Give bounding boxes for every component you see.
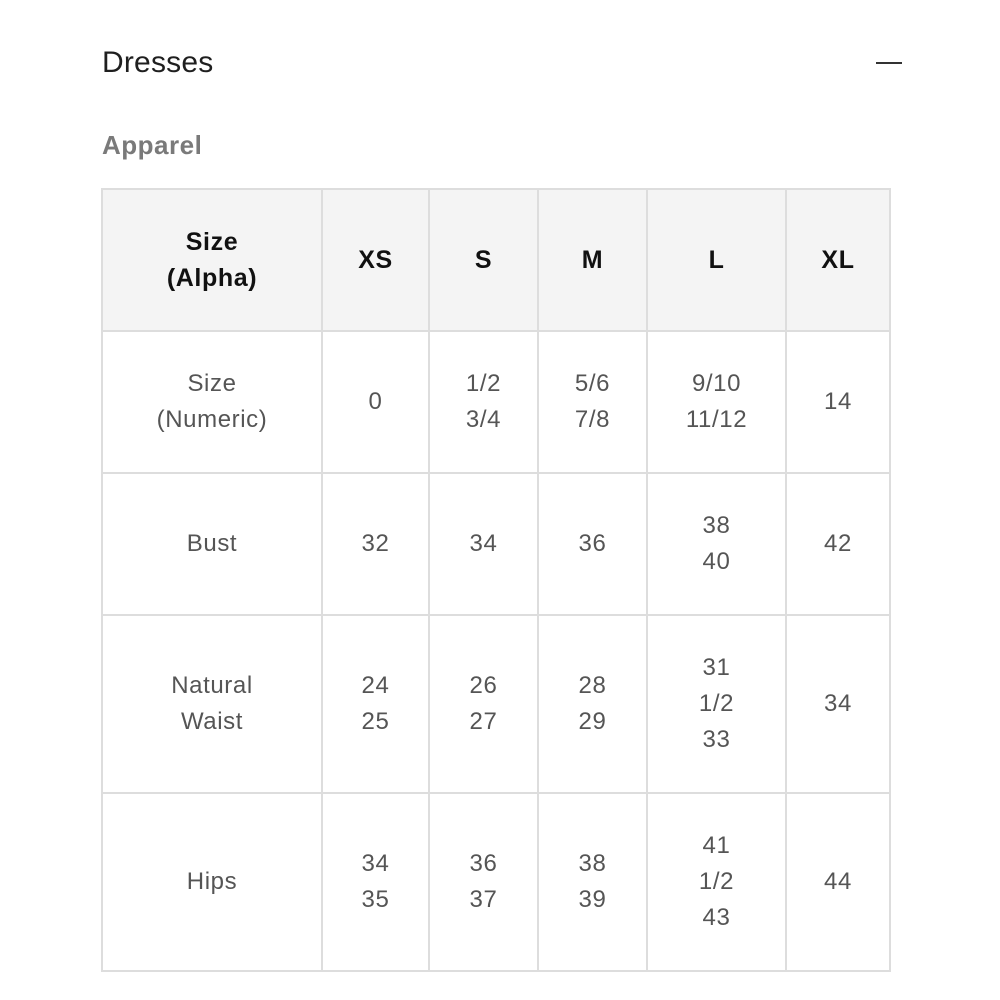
cell-value-line: 25 — [361, 708, 390, 735]
table-cell-natural-waist-s — [429, 615, 538, 793]
size-chart-table — [101, 188, 891, 972]
table-cell-hips-s — [429, 793, 538, 971]
row-label-natural-waist — [102, 615, 322, 793]
row-label-line: Hips — [186, 868, 238, 895]
cell-value-line: 35 — [361, 886, 390, 913]
table-cell-bust-s — [429, 473, 538, 615]
table-row-size-numeric — [102, 331, 890, 473]
table-cell-hips-l — [647, 793, 786, 971]
row-label-hips — [102, 793, 322, 971]
table-cell-natural-waist-m — [538, 615, 647, 793]
cell-value-line: 34 — [824, 690, 852, 717]
header-cell-xl: XL — [786, 189, 890, 331]
cell-value-line: 24 — [361, 672, 390, 699]
table-cell-size-numeric-xs — [322, 331, 429, 473]
dresses-accordion-header[interactable] — [102, 40, 902, 86]
table-row-natural-waist — [102, 615, 890, 793]
row-label-size-numeric — [102, 331, 322, 473]
table-cell-bust-xs — [322, 473, 429, 615]
table-cell-natural-waist-l — [647, 615, 786, 793]
cell-value-line: 34 — [469, 530, 498, 557]
cell-value-line: 11/12 — [685, 406, 748, 433]
table-cell-hips-m — [538, 793, 647, 971]
cell-value-line: 5/6 — [574, 370, 611, 397]
cell-value-line: 14 — [824, 388, 852, 415]
cell-value-line: 26 — [469, 672, 498, 699]
minus-icon[interactable] — [876, 52, 902, 74]
cell-value-line: 41 — [702, 832, 731, 859]
table-cell-natural-waist-xs — [322, 615, 429, 793]
cell-value-line: 27 — [469, 708, 498, 735]
table-cell-size-numeric-l — [647, 331, 786, 473]
row-label-bust — [102, 473, 322, 615]
cell-value-line: 43 — [702, 904, 731, 931]
table-cell-hips-xs — [322, 793, 429, 971]
header-cell-m: M — [538, 189, 647, 331]
table-row-bust — [102, 473, 890, 615]
cell-value-line: 38 — [702, 512, 731, 539]
table-cell-bust-m — [538, 473, 647, 615]
cell-value-line: 40 — [702, 548, 731, 575]
header-cell-l: L — [647, 189, 786, 331]
cell-value-line: 32 — [361, 530, 390, 557]
table-cell-hips-xl — [786, 793, 890, 971]
header-cell-s: S — [429, 189, 538, 331]
cell-value-line: 7/8 — [574, 406, 611, 433]
cell-value-line: 29 — [578, 708, 607, 735]
cell-value-line: 42 — [824, 530, 852, 557]
cell-value-line: 33 — [702, 726, 731, 753]
cell-value-line: 1/2 — [465, 370, 502, 397]
row-label-line: Size — [187, 370, 237, 397]
cell-value-line: 34 — [361, 850, 390, 877]
cell-value-line: 37 — [469, 886, 498, 913]
section-heading: Apparel — [102, 130, 203, 160]
table-cell-size-numeric-xl — [786, 331, 890, 473]
table-cell-bust-xl — [786, 473, 890, 615]
table-cell-size-numeric-s — [429, 331, 538, 473]
table-cell-natural-waist-xl — [786, 615, 890, 793]
table-cell-bust-l — [647, 473, 786, 615]
table-header-row — [102, 189, 890, 331]
table-row-hips — [102, 793, 890, 971]
cell-value-line: 44 — [824, 868, 852, 895]
row-label-line: (Numeric) — [156, 406, 268, 433]
header-label-line: Size — [185, 228, 239, 256]
cell-value-line: 1/2 — [698, 868, 735, 895]
header-cell-xs: XS — [322, 189, 429, 331]
cell-value-line: 9/10 — [691, 370, 742, 397]
cell-value-line: 3/4 — [465, 406, 502, 433]
row-label-line: Bust — [186, 530, 238, 557]
row-label-line: Waist — [180, 708, 244, 735]
header-cell-size-alpha — [102, 189, 322, 331]
cell-value-line: 1/2 — [698, 690, 735, 717]
cell-value-line: 36 — [578, 530, 607, 557]
accordion-title: Dresses — [102, 46, 214, 79]
header-label-line: (Alpha) — [166, 264, 258, 292]
cell-value-line: 39 — [578, 886, 607, 913]
cell-value-line: 38 — [578, 850, 607, 877]
cell-value-line: 0 — [368, 388, 383, 415]
cell-value-line: 36 — [469, 850, 498, 877]
table-cell-size-numeric-m — [538, 331, 647, 473]
cell-value-line: 28 — [578, 672, 607, 699]
cell-value-line: 31 — [702, 654, 731, 681]
row-label-line: Natural — [171, 672, 253, 699]
